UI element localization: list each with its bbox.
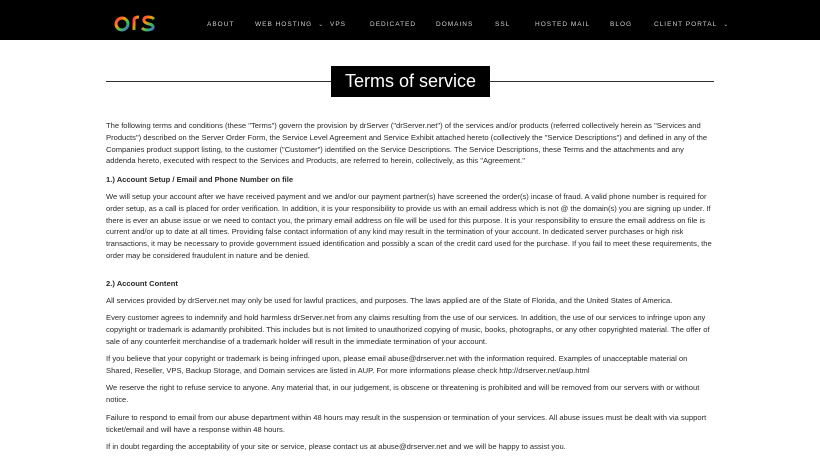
nav-label: SSL <box>495 21 511 28</box>
drs-logo[interactable] <box>114 9 158 33</box>
nav-item-blog[interactable] <box>610 21 632 28</box>
section-paragraph: If you believe that your copyright or trademark is being infringed upon, please email abuse@drserver.net with the information required. Examples of unacceptable material on Shared, Reseller, VPS, Backup Storage, and Domain services are listed in AUP. For more informations please check http://drserver.net/aup.html <box>106 354 688 375</box>
chevron-down-icon: ⌄ <box>318 22 325 28</box>
nav-label: DEDICATED <box>370 21 417 28</box>
nav-item-client-portal[interactable] <box>654 21 729 28</box>
nav-label: ABOUT <box>207 21 235 28</box>
nav-label: DOMAINS <box>436 21 474 28</box>
page-title: Terms of service <box>331 66 490 97</box>
section-paragraph: All services provided by drServer.net may only be used for lawful practices, and purposes. The laws applied are of the State of Florida, and the United States of America. <box>106 296 673 305</box>
nav-item-dedicated[interactable] <box>370 21 416 28</box>
nav-label: VPS <box>330 21 347 28</box>
section-paragraph: We reserve the right to refuse service to anyone. Any material that, in our judgement, is obscene or threatening is prohibited and will be removed from our servers with or without notice. <box>106 383 700 404</box>
nav-item-web-hosting[interactable] <box>255 21 324 28</box>
nav-item-domains[interactable] <box>436 21 473 28</box>
section-heading: 2.) Account Content <box>106 279 178 288</box>
nav-item-about[interactable] <box>207 21 234 28</box>
section-paragraph: Every customer agrees to indemnify and hold harmless drServer.net from any claims resulting from the use of our services. In addition, the use of our services to infringe upon any copyright or trademark is adamantly prohibited. This includes but is not limited to unauthorized copying of music, books, photographs, or any other copyrighted material. The offer of sale of any counterfeit merchandise of a trademark holder will result in the immediate termination of your account. <box>106 313 710 346</box>
nav-label: WEB HOSTING <box>255 21 313 28</box>
nav-item-hosted-mail[interactable] <box>535 21 590 28</box>
section-heading: 1.) Account Setup / Email and Phone Number on file <box>106 175 294 184</box>
nav-label: BLOG <box>610 21 633 28</box>
chevron-down-icon: ⌄ <box>723 22 730 28</box>
section-paragraph: If in doubt regarding the acceptability of your site or service, please contact us at abuse@drserver.net and we will be happy to assist you. <box>106 442 566 451</box>
nav-item-vps[interactable] <box>330 21 346 28</box>
section-paragraph: Failure to respond to email from our abuse department within 48 hours may result in the suspension or termination of your services. All abuse issues must be dealt with via support ticket/email and will have a response within 48 hours. <box>106 413 707 434</box>
nav-item-ssl[interactable] <box>495 21 510 28</box>
section-paragraph: We will setup your account after we have received payment and we and/or our payment partner(s) have screened the order(s) incase of fraud. A valid phone number is required for order setup, as a call is placed for order verification. In addition, it is your responsibility to provide us with an email address which is not @ the domain(s) you are signing up under. If there is ever an abuse issue or we need to contact you, the primary email address on file will be used for this purpose. It is your responsibility to ensure the email address on file is current and/or up to date at all times. Providing false contact information of any kind may result in the termination of your account. In dedicated server purchases or high risk transactions, it may be necessary to provide government issued identification and possibly a scan of the credit card used for the purchase. If you fail to meet these requirements, the order may be considered fraudulent in nature and be denied. <box>106 192 712 260</box>
top-navbar <box>0 0 820 40</box>
intro-paragraph: The following terms and conditions (these "Terms") govern the provision by drServer ("drServer.net") of the services and/or products (referred collectively herein as "Services and Products") described on the Server Order Form, the Service Level Agreement and Service Exhibit attached hereto (collectively the "Service Descriptions") and defined in any of the Companies product support listing, to the customer ("Customer") identified on the Service Descriptions. The Service Descriptions, these Terms and the attachments and any addenda hereto, executed with respect to the Services and Products, are referred to herein, collectively, as this "Agreement." <box>106 121 708 166</box>
nav-label: CLIENT PORTAL <box>654 21 718 28</box>
nav-label: HOSTED MAIL <box>535 21 591 28</box>
